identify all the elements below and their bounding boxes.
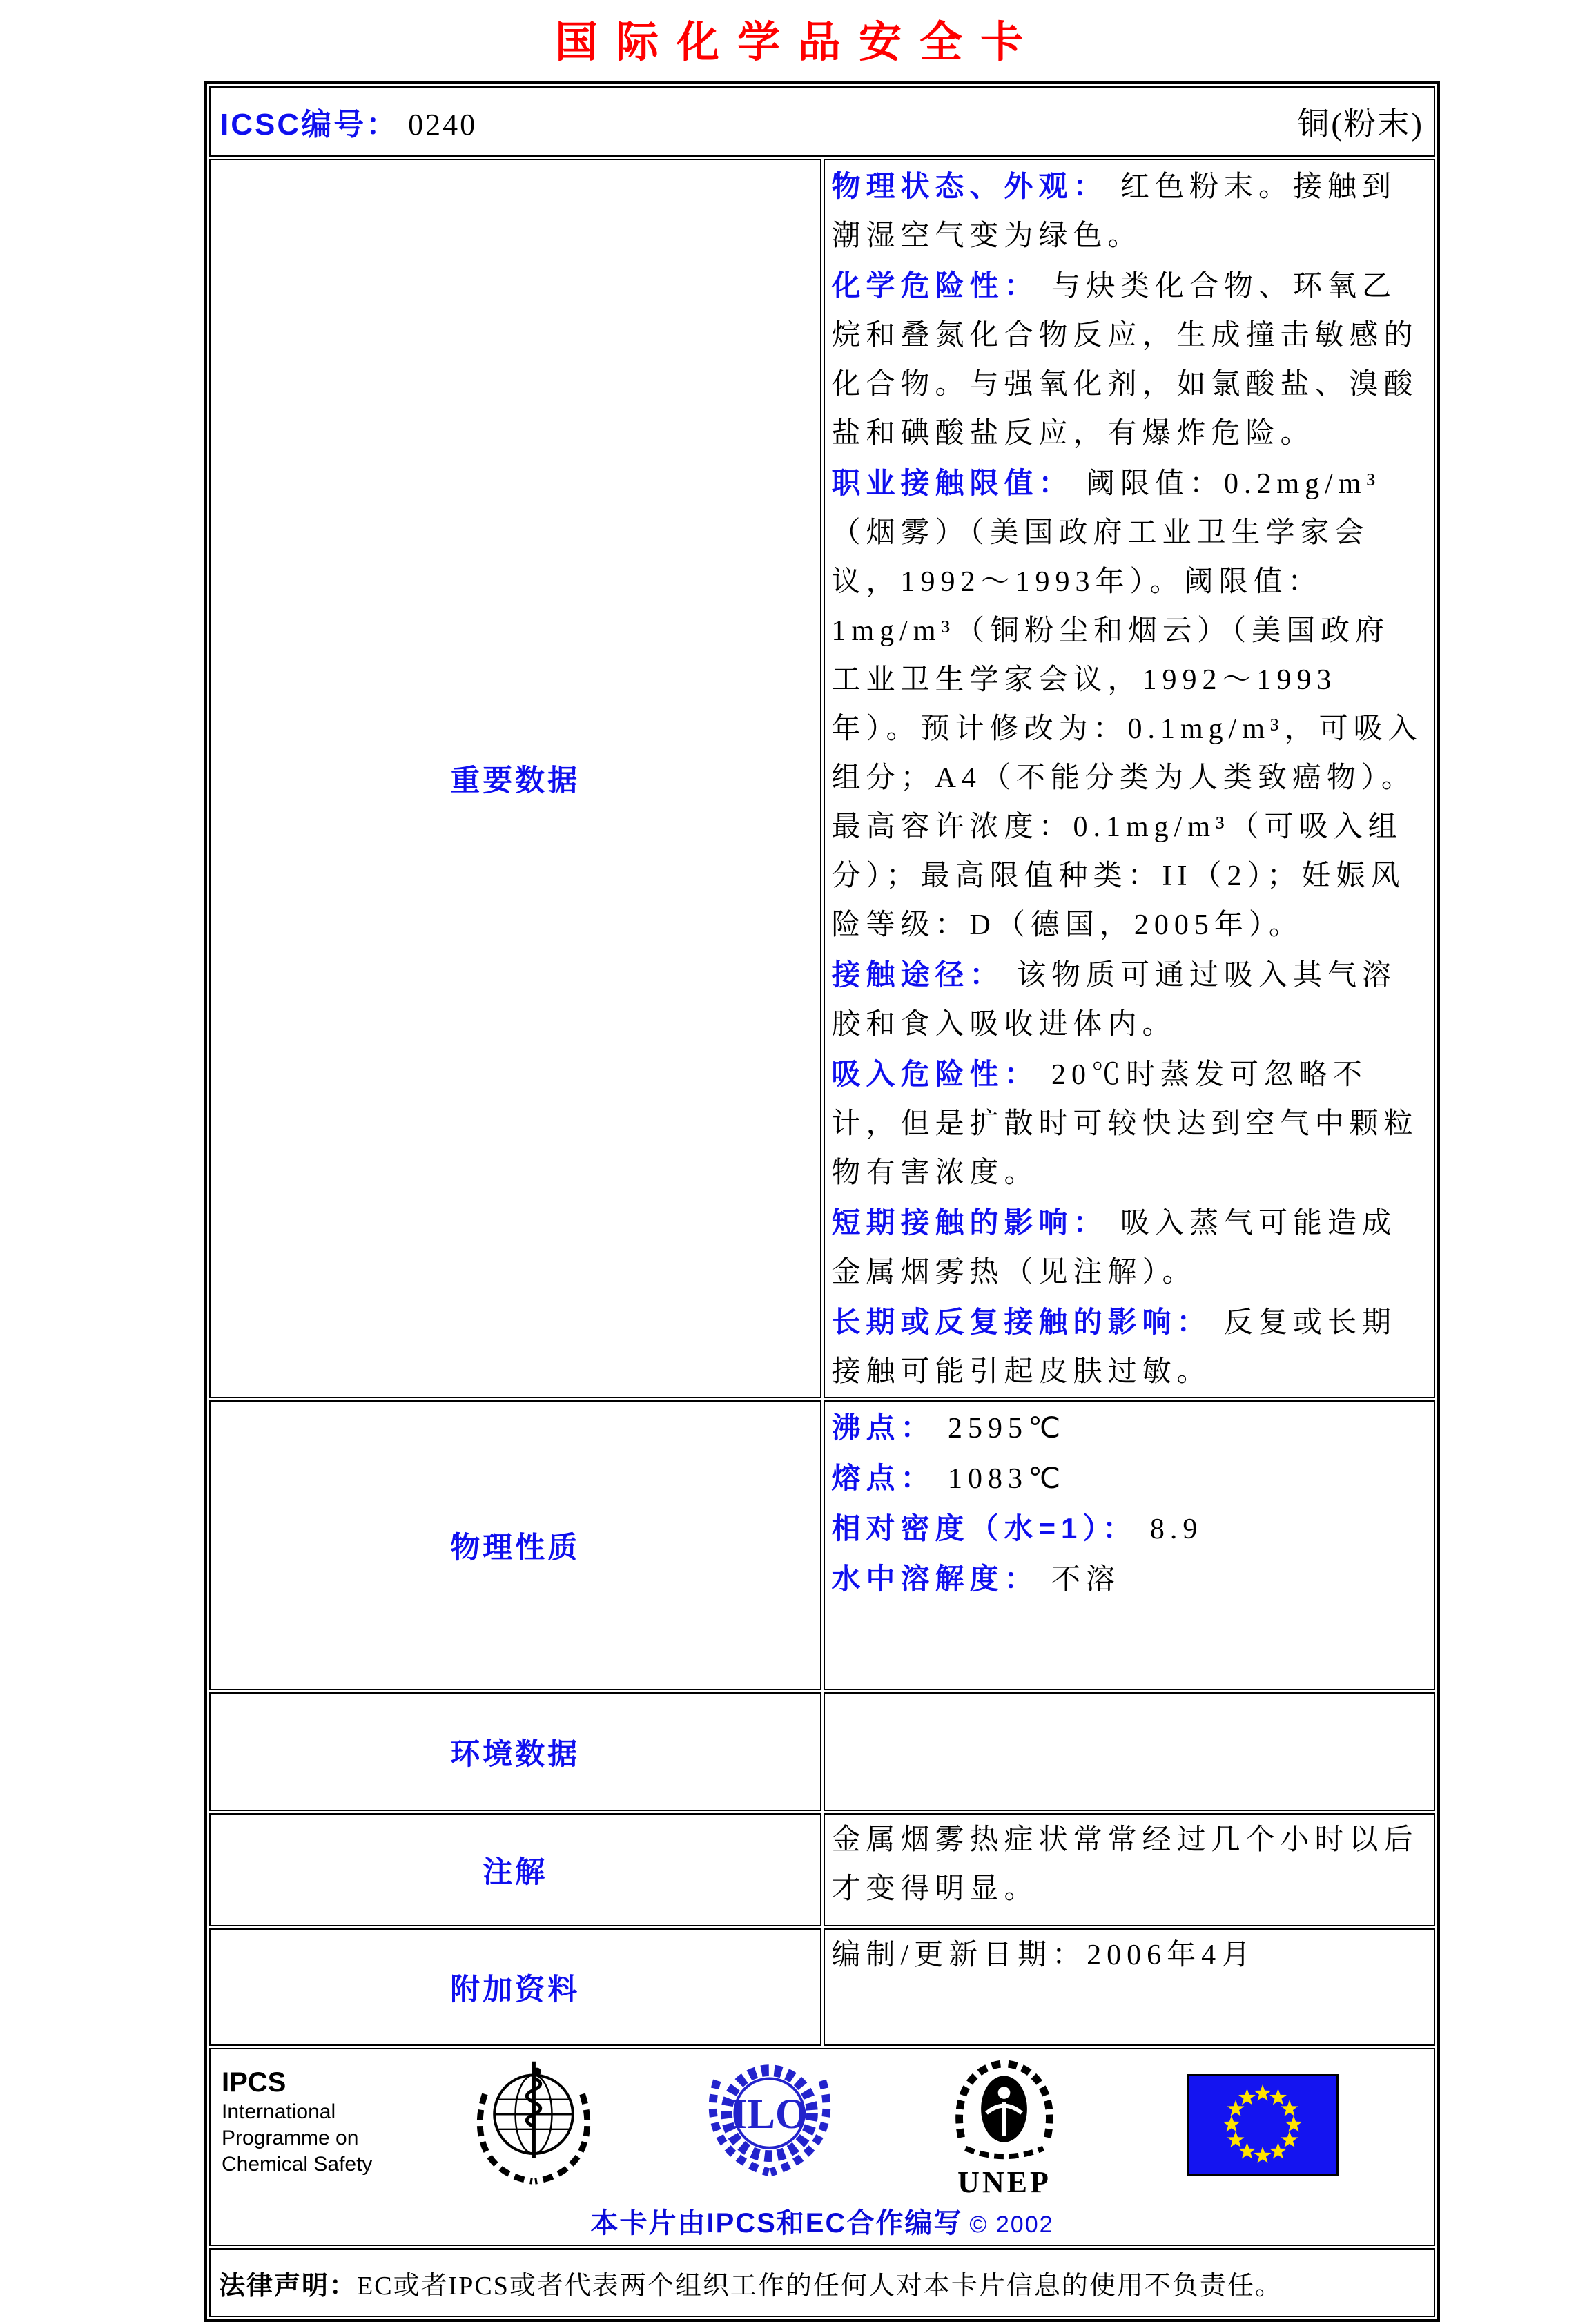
legal-notice-label: 法律声明：	[219, 2271, 358, 2301]
row-notes	[209, 1813, 1435, 1926]
unep-logo-block	[945, 2055, 1064, 2200]
physical-properties-content	[824, 1400, 1436, 1690]
chemical-name: 铜(粉末)	[1297, 106, 1424, 142]
page-title: 国际化学品安全卡	[554, 19, 1041, 66]
row-environmental-data	[209, 1692, 1435, 1811]
icsc-number-label: ICSC编号：	[220, 108, 399, 142]
ilo-logo-icon	[703, 2055, 836, 2180]
ipcs-name-line: International	[222, 2100, 336, 2123]
ipcs-text-block	[222, 2055, 456, 2178]
row-legal-notice	[209, 2248, 1435, 2317]
physical-item: 水中溶解度： 不溶	[831, 1562, 1121, 1596]
unep-logo-icon	[945, 2055, 1064, 2167]
important-item: 长期或反复接触的影响： 反复或长期接触可能引起皮肤过敏。	[831, 1306, 1397, 1388]
ipcs-name-line: Chemical Safety	[222, 2153, 373, 2176]
physical-item: 沸点： 2595℃	[831, 1411, 1067, 1444]
important-data-content	[824, 159, 1436, 1398]
icsc-number-group	[220, 99, 477, 144]
row-additional-info	[209, 1928, 1435, 2046]
row-physical-properties	[209, 1400, 1435, 1690]
section-label-physical-properties: 物理性质	[209, 1400, 821, 1690]
section-label-additional-info: 附加资料	[209, 1928, 821, 2046]
row-header	[209, 86, 1435, 157]
physical-item: 熔点： 1083℃	[831, 1462, 1067, 1495]
important-item: 职业接触限值： 阈限值：0.2mg/m³（烟雾）（美国政府工业卫生学家会议，1992～1993年）。阈限值：1mg/m³（铜粉尘和烟云）（美国政府工业卫生学家会议，1992～1993年）。预计修改为：0.1mg/m³，可吸入组分；A4（不能分类为人类致癌物）。最高容许浓度：0.1mg/m³（可吸入组分）；最高限值种类：II（2）；妊娠风险等级：D（德国，2005年）。	[831, 467, 1423, 941]
physical-item: 相对密度（水=1）： 8.9	[831, 1512, 1203, 1545]
important-item: 接触途径： 该物质可通过吸入其气溶胶和食入吸收进体内。	[831, 958, 1397, 1041]
section-label-notes: 注解	[209, 1813, 821, 1926]
eu-flag-icon	[1187, 2074, 1339, 2176]
important-item: 吸入危险性： 20℃时蒸发可忽略不计，但是扩散时可较快达到空气中颗粒物有害浓度。	[831, 1058, 1419, 1189]
unep-label: UNEP	[957, 2165, 1051, 2199]
section-label-important-data: 重要数据	[209, 159, 821, 1398]
additional-info-content: 编制/更新日期：2006年4月	[824, 1928, 1436, 2046]
legal-notice-text: EC或者IPCS或者代表两个组织工作的任何人对本卡片信息的使用不负责任。	[357, 2271, 1283, 2301]
credit-text: 本卡片由IPCS和EC合作编写	[590, 2208, 963, 2238]
credit-line	[222, 2201, 1423, 2241]
environmental-data-content	[824, 1692, 1436, 1811]
ipcs-name-line: Programme on	[222, 2127, 359, 2149]
who-logo-icon	[466, 2055, 601, 2190]
important-item: 短期接触的影响： 吸入蒸气可能造成金属烟雾热（见注解）。	[831, 1206, 1397, 1288]
copyright-text: © 2002	[969, 2212, 1054, 2238]
row-important-data	[209, 159, 1435, 1398]
important-item: 物理状态、外观： 红色粉末。接触到潮湿空气变为绿色。	[831, 170, 1397, 252]
icsc-number-value: 0240	[408, 108, 478, 142]
notes-content: 金属烟雾热症状常常经过几个小时以后才变得明显。	[824, 1813, 1436, 1926]
organization-logos	[222, 2055, 1423, 2200]
important-item: 化学危险性： 与炔类化合物、环氧乙烷和叠氮化合物反应，生成撞击敏感的化合物。与强氧化剂，如氯酸盐、溴酸盐和碘酸盐反应，有爆炸危险。	[831, 269, 1419, 449]
icsc-card-table	[204, 81, 1440, 2322]
ilo-letters: ILO	[730, 2091, 808, 2138]
row-logos	[209, 2048, 1435, 2246]
card-header	[220, 99, 1424, 144]
ipcs-acronym: IPCS	[222, 2067, 286, 2098]
section-label-environmental-data: 环境数据	[209, 1692, 821, 1811]
